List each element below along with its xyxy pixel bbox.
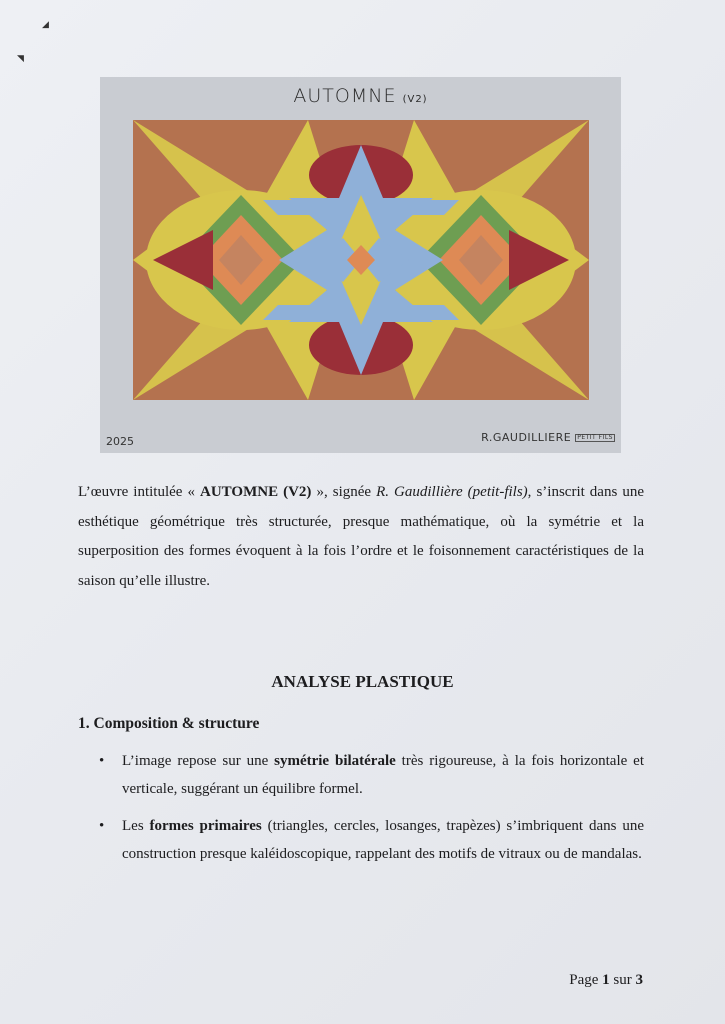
intro-artwork-title: AUTOMNE (V2) — [200, 484, 312, 500]
bullet-text: (triangles, cercles, losanges, trapèzes) s’imbriquent dans une construction presque kaléidoscopique, rappelant des motifs de vitraux ou de mandalas. — [122, 818, 644, 862]
bullet-list — [78, 748, 644, 878]
bullet-bold: formes primaires — [149, 818, 262, 834]
intro-signer: R. Gaudillière (petit-fils) — [376, 484, 528, 500]
page-current: 1 — [602, 972, 610, 988]
list-item — [78, 748, 644, 803]
artwork-signature — [481, 431, 615, 444]
bullet-bold: symétrie bilatérale — [274, 753, 396, 769]
intro-text-3: , s’inscrit dans une esthétique géométrique très structurée, presque mathématique, où la symétrie et la superposition des formes évoquent à la fois l’ordre et le foisonnement caractéristiques de la saison qu’elle illustre. — [78, 484, 644, 589]
page-number — [569, 972, 643, 989]
intro-paragraph — [78, 478, 644, 596]
intro-text-2: », signée — [311, 484, 377, 500]
artwork-signature-name: R.GAUDILLIERE — [481, 431, 572, 444]
artwork-title-main: AUTOMNE — [293, 85, 397, 107]
artwork-title — [100, 85, 621, 107]
artwork-year: 2025 — [106, 435, 134, 448]
artwork-image — [100, 77, 621, 453]
bullet-text: L’image repose sur une — [122, 753, 275, 769]
subsection-title: 1. Composition & structure — [78, 715, 260, 732]
page-middle: sur — [609, 972, 636, 988]
list-item — [78, 813, 644, 868]
bullet-text: très rigoureuse, à la fois horizontale et verticale, suggérant un équilibre formel. — [122, 753, 645, 797]
scan-mark: ◢ — [42, 20, 49, 30]
artwork-geometric-painting — [133, 120, 589, 400]
bullet-text: Les — [122, 818, 150, 834]
page-prefix: Page — [569, 972, 603, 988]
intro-text-1: L’œuvre intitulée « — [78, 484, 201, 500]
artwork-title-version: (V2) — [402, 94, 428, 105]
page-total: 3 — [635, 972, 643, 988]
artwork-signature-small: PETIT FILS — [577, 434, 613, 441]
section-title: ANALYSE PLASTIQUE — [271, 672, 454, 691]
scan-mark: ◥ — [17, 54, 24, 64]
